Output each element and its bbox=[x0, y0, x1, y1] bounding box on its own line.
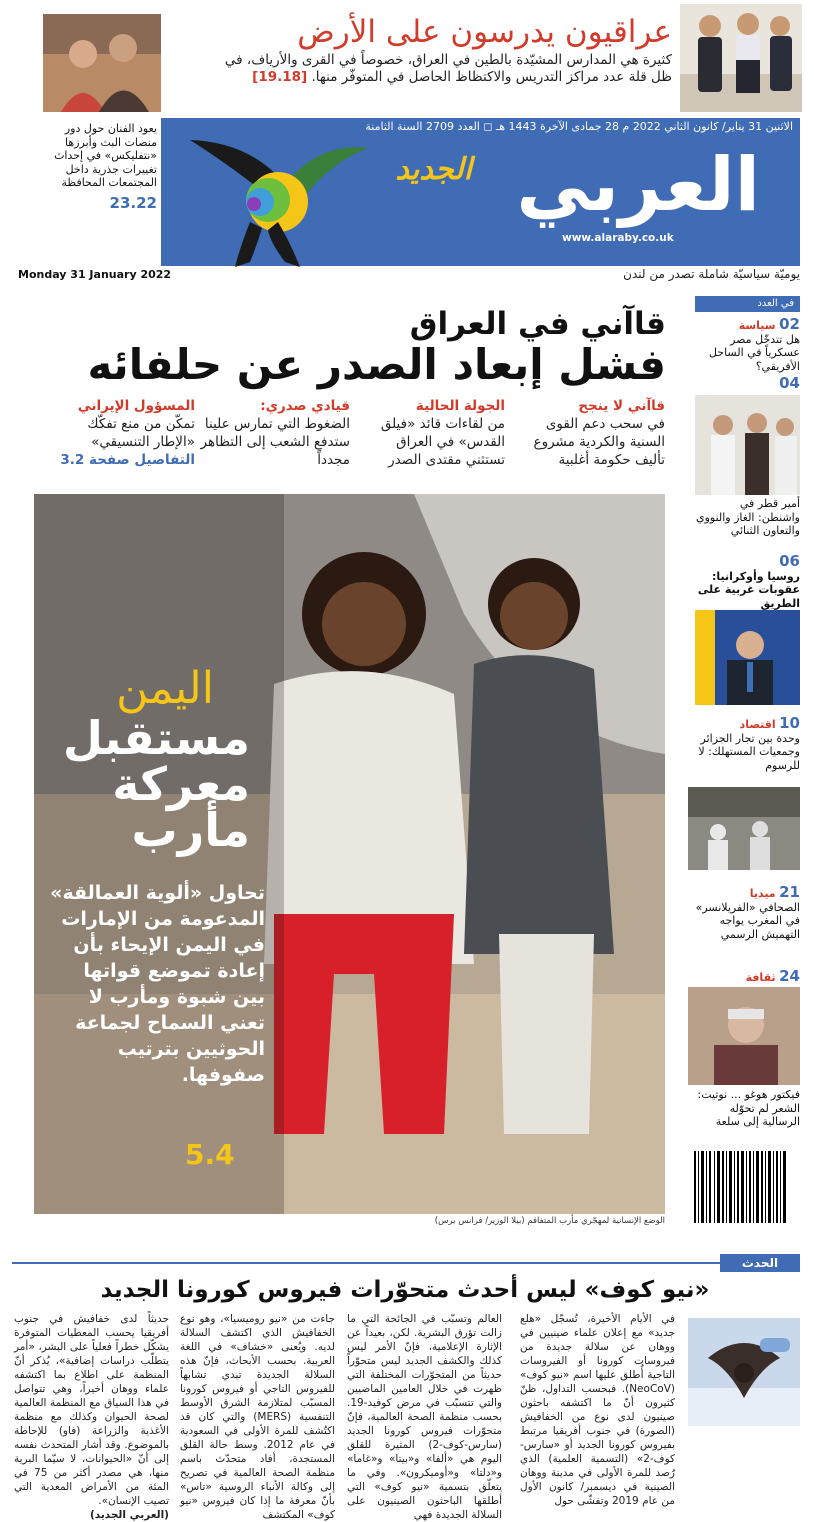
subcol-head: المسؤول الإيراني bbox=[77, 398, 195, 414]
section-label: الحدث bbox=[720, 1254, 800, 1272]
sidebar-item-text: هل تتدخّل مصر عسكرياً في الساحل الأفريقي؟ bbox=[708, 332, 800, 373]
main-subcol-2 bbox=[355, 397, 505, 469]
sidebar-item-04-text: أمير قطر في واشنطن: الغاز والنووي والتعاون الثنائي bbox=[695, 497, 800, 537]
top-left-photo bbox=[43, 14, 161, 112]
top-teaser-text bbox=[205, 52, 672, 86]
subcol-head: قاآني لا ينجح bbox=[578, 398, 665, 414]
sidebar-item-cat: اقتصاد bbox=[739, 718, 776, 731]
hero-page-ref: 5.4 bbox=[185, 1138, 235, 1171]
sidebar-item-24[interactable] bbox=[695, 967, 800, 985]
barcode-icon bbox=[690, 1145, 796, 1237]
top-photo-children bbox=[680, 4, 802, 112]
sidebar-item-10[interactable] bbox=[695, 714, 800, 772]
section-divider bbox=[12, 1262, 720, 1264]
subcol-page-ref: التفاصيل صفحة 3.2 bbox=[60, 452, 195, 468]
main-headline: فشل إبعاد الصدر عن حلفائه bbox=[87, 340, 666, 389]
sidebar-item-num: 21 bbox=[779, 883, 800, 901]
bottom-col-1: في الأيام الأخيرة، تُسجّل «هلع جديد» مع إعلان علماء صينيين في ووهان عن سلالة جديدة من فيروسات كورونا أو الفيروسات التاجية أُطلق عليها اسم «نيو كوف» (NeoCoV). فبحسب التداول، ظنّ كثيرون أنّ ما اكتشفه باحثون صينيون لدى نوع من الخفافيش (الصورة) في جنوب أفريقيا مرتبط بفيروس كورونا الجديد أو «سارس-كوف-2» (التسمية العلمية) الذي رُصد للمرة الأولى في مدينة ووهان الصينية في ديسمبر/ كانون الأول من عام 2019 وتفشّى حول bbox=[520, 1313, 675, 1507]
date-english: Monday 31 January 2022 bbox=[18, 268, 172, 281]
sidebar-item-04[interactable] bbox=[695, 374, 800, 392]
main-kicker: قاآني في العراق bbox=[409, 306, 666, 342]
bat-photo bbox=[688, 1318, 800, 1426]
sidebar-item-cat: سياسة bbox=[738, 319, 776, 332]
sidebar-item-cat: ثقافة bbox=[745, 971, 776, 984]
top-teaser-page-ref: [19.18] bbox=[252, 69, 308, 85]
sidebar-item-num: 02 bbox=[779, 315, 800, 333]
left-teaser-box bbox=[43, 118, 161, 266]
top-teaser-headline: عراقيون يدرسون على الأرض bbox=[297, 14, 672, 50]
sidebar-photo-market bbox=[688, 787, 800, 870]
sidebar-item-num: 24 bbox=[779, 967, 800, 985]
hero-caption: الوضع الإنسانية لمهجّري مأرب المتفاقم (بيلا الوزير/ فرانس برس) bbox=[434, 1216, 665, 1226]
bottom-col-3: جاءت من «نيو روميسيا»، وهو نوع الخفافيش الذي اكتشف السلالة لديه. ويُعنى «خشاف» في اللغة العربية. بحسب الأبحاث، فإنّ هذه السلالة الجديدة تبدي تشابهاً للفيروس التاجي أو فيروس كورونا المسبّب لمتلازمة الشرق الأوسط التنفسية (MERS) والتي كان قد اكتُشف للمرة الأولى في السعودية في عام 2012. وسط حالة القلق المستجدة، أفاد متحدّث باسم منظمة الصحة العالمية في تصريح إلى وكالة الأنباء الروسية «تاس» بأنّ معرفة ما إذا كان فيروس «نيو كوف» المكتشف bbox=[180, 1313, 335, 1521]
sidebar-item-21[interactable] bbox=[695, 883, 800, 941]
subcol-text: من لقاءات قائد «فيلق القدس» في العراق تستثني مقتدى الصدر bbox=[380, 416, 505, 468]
sidebar-item-text: وحدة بين تجار الجزائر وجمعيات المستهلك: لا للرسوم bbox=[698, 731, 800, 772]
subcol-head: الجولة الحالية bbox=[415, 398, 505, 414]
sidebar-item-24-text: فيكتور هوغو ... نوتيت: الشعر لم تحوّله الرسالية إلى سلعة bbox=[697, 1088, 800, 1128]
hero-photo-yemen-children bbox=[34, 494, 665, 1214]
sidebar-photo-qatar bbox=[695, 395, 800, 495]
bottom-col-2: العالم وتسبّب في الجائحة التي ما زالت تؤرق البشرية. لكن، بعيداً عن الإثارة الإعلامية، فإنّ الأمر ليس كذلك والكشف الجديد ليس متحوّراً حديثاً من المتحوّرات المختلفة التي ظهرت في خلال العامين الماضيين والتي تتسبّب في مرض كوفيد-19. بحسب منظمة الصحة العالمية، فإنّ متحوّرات فيروس كورونا الجديد (سارس-كوف-2) المثيرة للقلق اليوم هي «ألفا» و«بيتا» و«غاما» و«دلتا» و«أوميكرون». وفي ما يتعلّق بتسمية «نيو كوف» التي أطلقها الباحثون الصينيون على السلالة الجديدة فهي bbox=[347, 1313, 502, 1521]
subcol-text: في سحب دعم القوى السنية والكردية مشروع تأليف حكومة أغلبية bbox=[533, 416, 665, 468]
bottom-headline: «نيو كوف» ليس أحدث متحوّرات فيروس كورونا الجديد bbox=[100, 1277, 710, 1303]
top-teaser-body: كثيرة هي المدارس المشيّدة بالطين في العراق، خصوصاً في القرى والأرياف، في ظل قلة عدد مراكز التدريس والاكتظاظ الحاصل في المتوفّر منها. bbox=[224, 52, 672, 85]
bottom-credit: (العربي الجديد) bbox=[89, 1509, 169, 1521]
left-teaser-page-ref: 23.22 bbox=[109, 193, 157, 212]
left-teaser-text: يعود الفنان حول دور منصات البث وأبرزها «نتفليكس» في إحداث تغييرات جذرية داخل المجتمعات المحافظة bbox=[54, 122, 157, 189]
website-url[interactable]: www.alaraby.co.uk bbox=[562, 232, 674, 244]
subcol-head: قيادي صدري: bbox=[260, 398, 350, 414]
sidebar-item-num: 10 bbox=[779, 714, 800, 732]
bird-logo-icon bbox=[180, 122, 370, 272]
sidebar-item-text: الصحافي «الفريلانسر» في المغرب يواجه التهميش الرسمي bbox=[695, 900, 800, 941]
bottom-col-4: حديثاً لدى خفافيش في جنوب أفريقيا يحسب المعطيات المتوفرة يشكّل خطراً فعلياً على البشر، «أمر يتطلّب دراسات إضافية»، يُذكر أنّ المنظمة على اطلاع بما اكتشفه علماء ووهان أخيراً، وهي تتواصل في هذا السياق مع المنظمة العالمية لصحة الحيوان وكذلك مع منظمة الأغذية والزراعة (فاو) للإحاطة بالموضوع. وقد أشار المتحدث نفسه إلى أنّ «الحيوانات، لا سيّما البرية منها، هي مصدر أكثر من 75 في المئة من الأمراض المعدية التي تصيب الإنسان». bbox=[14, 1313, 169, 1507]
tagline: يوميّة سياسيّة شاملة تصدر من لندن bbox=[623, 267, 800, 281]
sidebar-item-num: 04 bbox=[779, 374, 800, 392]
dateline: الاثنين 31 يناير/ كانون الثاني 2022 م 28 جمادى الآخرة 1443 هـ ◻ العدد 2709 السنة الثامنة bbox=[365, 120, 793, 133]
sidebar-item-num: 06 bbox=[779, 552, 800, 570]
logo-main: العربي bbox=[516, 142, 760, 228]
sidebar-item-text: روسيا وأوكرانيا: عقوبات غربية على الطريق bbox=[697, 569, 800, 610]
main-subcol-3 bbox=[200, 397, 350, 469]
logo-sub: الجديد bbox=[395, 152, 472, 187]
sidebar-item-06[interactable] bbox=[695, 552, 800, 610]
sidebar-photo-nato bbox=[695, 610, 800, 705]
sidebar-photo-poet bbox=[688, 987, 800, 1085]
sidebar-item-cat: ميديا bbox=[749, 887, 776, 900]
main-subcol-1 bbox=[515, 397, 665, 469]
hero-headline: مستقبل معركة مأرب bbox=[62, 711, 250, 857]
subcol-text: الضغوط التي تمارس علينا ستدفع الشعب إلى التظاهر مجدداً bbox=[200, 416, 350, 468]
bottom-col-4-wrap bbox=[14, 1312, 169, 1522]
sidebar-item-02[interactable] bbox=[695, 315, 800, 373]
sidebar-label: في العدد bbox=[695, 296, 800, 312]
hero-text: تحاول «ألوية العمالقة» المدعومة من الإمارات في اليمن الإيحاء بأن إعادة تموضع قواتها بين شبوة ومأرب لا تعني السماح لجماعة الحوثيين بترتيب صفوفها. bbox=[50, 882, 265, 1086]
subcol-text: تمكّن من منع تفكّك «الإطار التنسيقي» bbox=[87, 416, 195, 450]
hero-title: اليمن bbox=[116, 663, 214, 714]
main-subcol-4 bbox=[45, 397, 195, 469]
